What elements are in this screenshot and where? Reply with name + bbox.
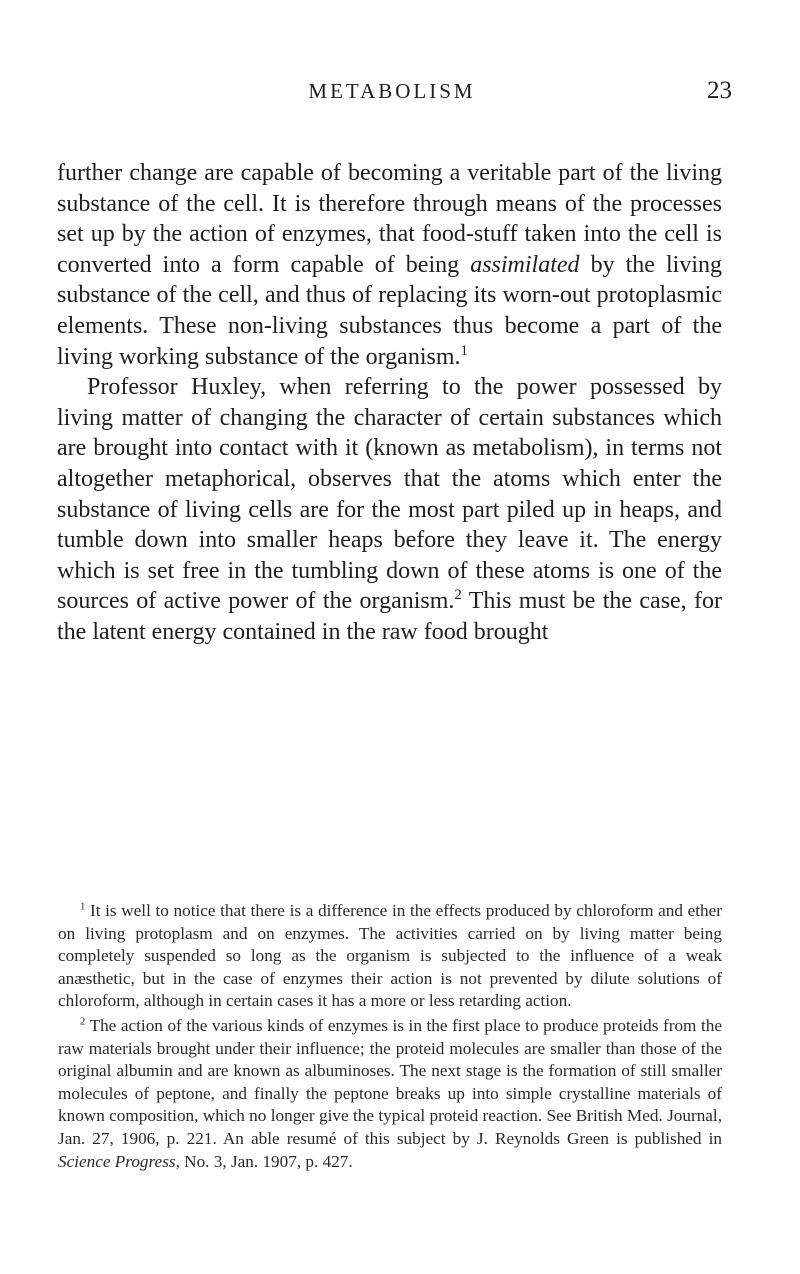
footnotes: [58, 900, 722, 1175]
running-title: METABOLISM: [308, 79, 476, 103]
footnote-text: The action of the various kinds of enzymes is in the first place to produce proteids from the raw materials brought under their influence; the proteid molecules are smaller than those of the original albumin and are known as albuminoses. The next stage is the formation of still smaller molecules of peptone, and finally the peptone breaks up into simple crystalline materials of known composition, which no longer give the typical proteid reaction. See British Med. Journal, Jan. 27, 1906, p. 221. An able resumé of this subject by J. Reynolds Green is published in: [58, 1015, 722, 1148]
footnote-mark: 2: [80, 1016, 86, 1028]
text-span: This must be the case, for the latent energy contained in the raw food brought: [57, 588, 723, 645]
footnote-text: , No. 3, Jan. 1907, p. 427.: [175, 1151, 353, 1171]
text-span: Professor Huxley, when referring to the power possessed by living matter of changing the character of certain substances which are brought into contact with it (known as metabolism), in terms not altogether metaphorical, observes that the atoms which enter the substance of living cells are for the most part piled up in heaps, and tumble down into smaller heaps before they leave it. The energy which is set free in the tumbling down of these atoms is one of the sources of active power of the organism.: [57, 374, 722, 615]
journal-title: Science Progress: [58, 1151, 176, 1171]
footnote-text: It is well to notice that there is a difference in the effects produced by chloroform and ether on living protoplasm and on enzymes. The activities carried on by living matter being completely suspended so long as the organism is subjected to the influence of a weak anæsthetic, but in the case of enzymes their action is not prevented by dilute solutions of chloroform, although in certain cases it has a more or less retarding action.: [58, 901, 722, 1011]
italic-term: assimilated: [470, 251, 580, 278]
paragraph-huxley: [57, 372, 722, 647]
footnote-1: [58, 900, 722, 1013]
running-header: [52, 76, 732, 106]
text-span: further change are capable of becoming a veritable part of the living substance of the cell. It is therefore through means of the processes set up by the action of enzymes, that food-stuff taken into the cell is converted into a form capable of being: [57, 160, 722, 278]
footnote-2: [58, 1015, 722, 1173]
page-number: 23: [707, 77, 732, 104]
footnote-reference: 2: [454, 587, 462, 604]
text-span: by the living substance of the cell, and thus of replacing its worn-out protoplasmic elements. These non-living substances thus become a part of the living working substance of the organism.: [57, 251, 722, 370]
paragraph-continued: [57, 158, 722, 372]
main-text: [57, 158, 722, 648]
footnote-reference: 1: [460, 342, 468, 359]
footnote-mark: 1: [80, 901, 86, 913]
